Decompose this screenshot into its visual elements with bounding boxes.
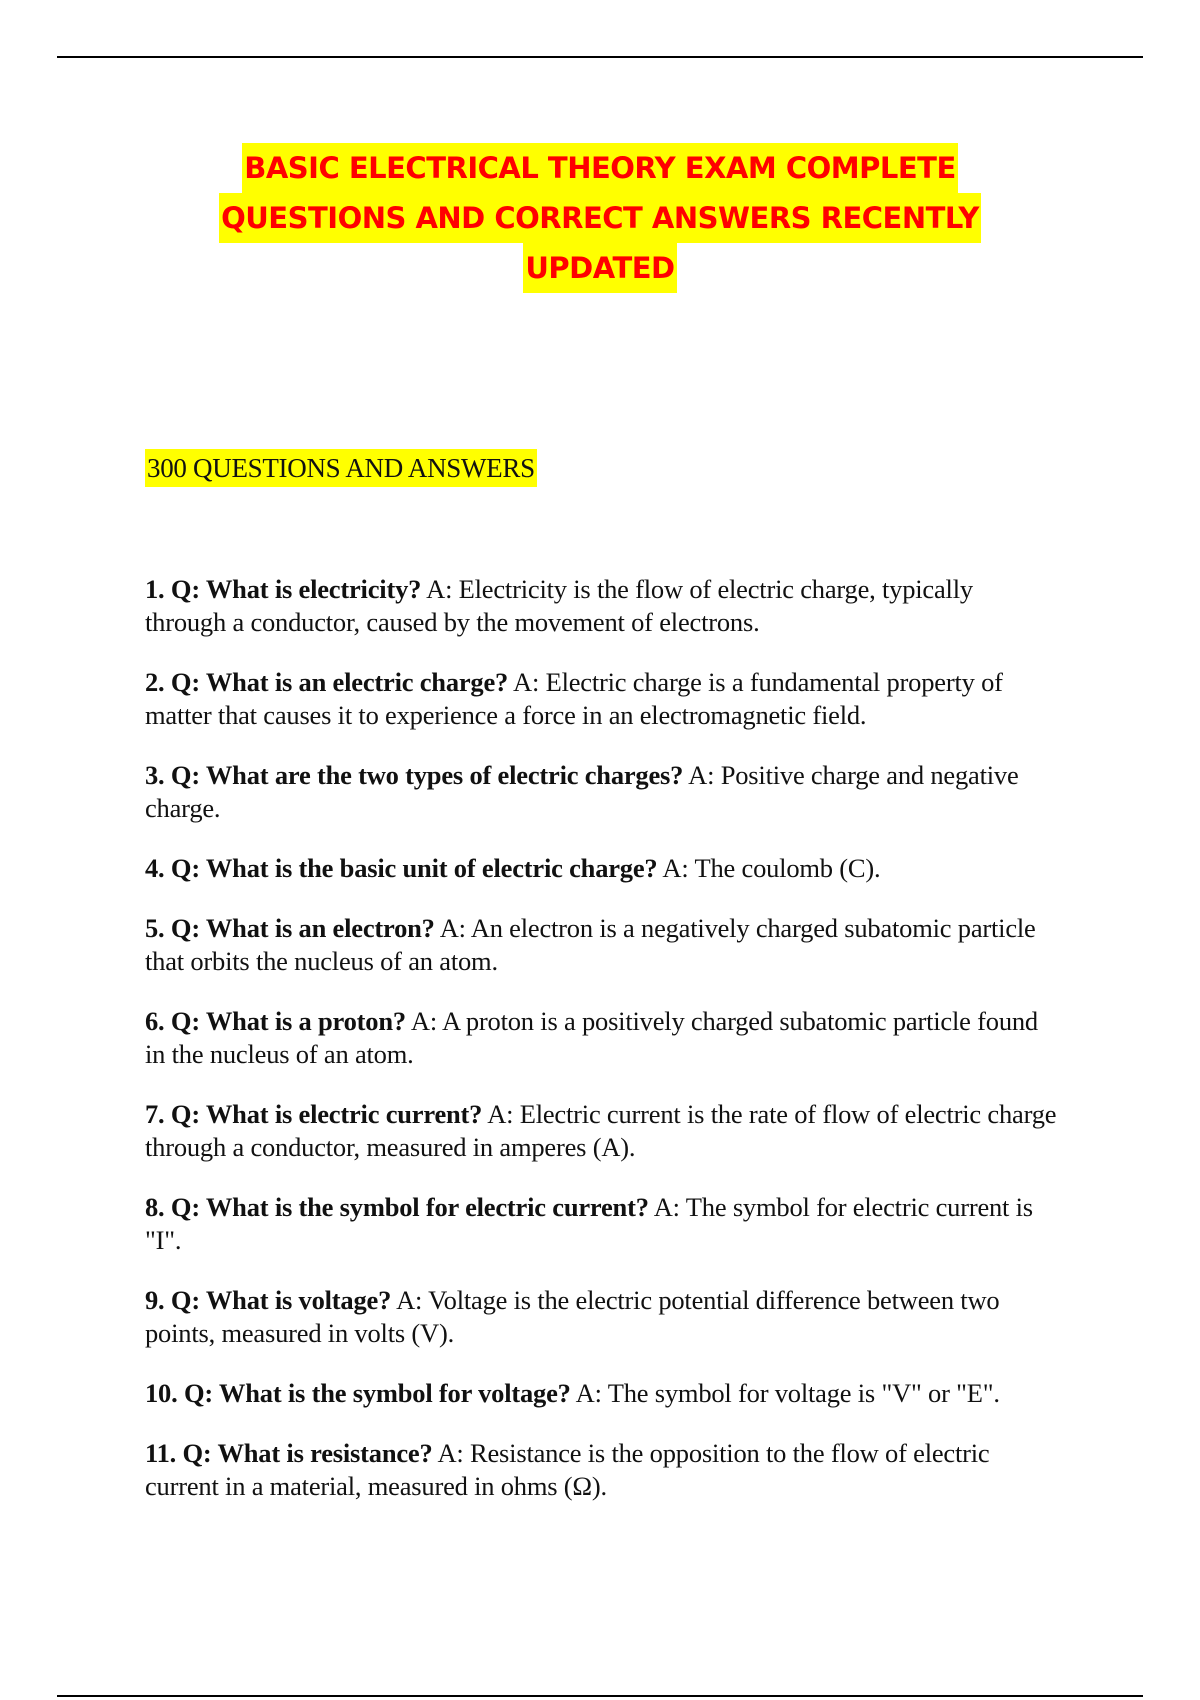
- qa-item: [145, 573, 1060, 639]
- title-line: QUESTIONS AND CORRECT ANSWERS RECENTLY: [219, 193, 981, 243]
- question-text: 11. Q: What is resistance?: [145, 1438, 433, 1468]
- qa-item: [145, 759, 1060, 825]
- answer-text: A: Electric current is the rate of flow of electric charge through a conductor, measured in amperes (A).: [145, 1099, 1057, 1162]
- qa-item: [145, 1377, 1060, 1410]
- question-count-label: 300 QUESTIONS AND ANSWERS: [145, 449, 537, 487]
- question-text: 10. Q: What is the symbol for voltage?: [145, 1378, 571, 1408]
- qa-item: [145, 1284, 1060, 1350]
- question-text: 5. Q: What is an electron?: [145, 913, 435, 943]
- title-line: UPDATED: [523, 243, 676, 293]
- question-text: 6. Q: What is a proton?: [145, 1006, 406, 1036]
- question-text: 7. Q: What is electric current?: [145, 1099, 483, 1129]
- question-text: 8. Q: What is the symbol for electric current?: [145, 1192, 649, 1222]
- qa-item: [145, 1437, 1060, 1503]
- question-text: 3. Q: What are the two types of electric charges?: [145, 760, 684, 790]
- question-text: 9. Q: What is voltage?: [145, 1285, 392, 1315]
- answer-text: A: Positive charge and negative charge.: [145, 760, 1019, 823]
- top-rule: [57, 56, 1143, 58]
- qa-item: [145, 666, 1060, 732]
- answer-text: A: The symbol for electric current is "I".: [145, 1192, 1033, 1255]
- qa-item: [145, 852, 1060, 885]
- title-line: BASIC ELECTRICAL THEORY EXAM COMPLETE: [242, 143, 958, 193]
- answer-text: A: A proton is a positively charged subatomic particle found in the nucleus of an atom.: [145, 1006, 1038, 1069]
- answer-text: A: Electricity is the flow of electric charge, typically through a conductor, caused by the movement of electrons.: [145, 574, 973, 637]
- question-text: 2. Q: What is an electric charge?: [145, 667, 509, 697]
- answer-text: A: Resistance is the opposition to the flow of electric current in a material, measured in ohms (Ω).: [145, 1438, 990, 1501]
- bottom-rule: [57, 1695, 1143, 1697]
- answer-text: A: Electric charge is a fundamental property of matter that causes it to experience a force in an electromagnetic field.: [145, 667, 1003, 730]
- answer-text: A: The symbol for voltage is "V" or "E".: [570, 1378, 1000, 1408]
- qa-list: [145, 573, 1060, 1530]
- document-title: [145, 143, 1055, 293]
- qa-item: [145, 912, 1060, 978]
- question-text: 4. Q: What is the basic unit of electric charge?: [145, 853, 658, 883]
- answer-text: A: Voltage is the electric potential difference between two points, measured in volts (V).: [145, 1285, 1000, 1348]
- answer-text: A: An electron is a negatively charged subatomic particle that orbits the nucleus of an atom.: [145, 913, 1036, 976]
- answer-text: A: The coulomb (C).: [657, 853, 881, 883]
- qa-item: [145, 1098, 1060, 1164]
- question-text: 1. Q: What is electricity?: [145, 574, 422, 604]
- qa-item: [145, 1191, 1060, 1257]
- qa-item: [145, 1005, 1060, 1071]
